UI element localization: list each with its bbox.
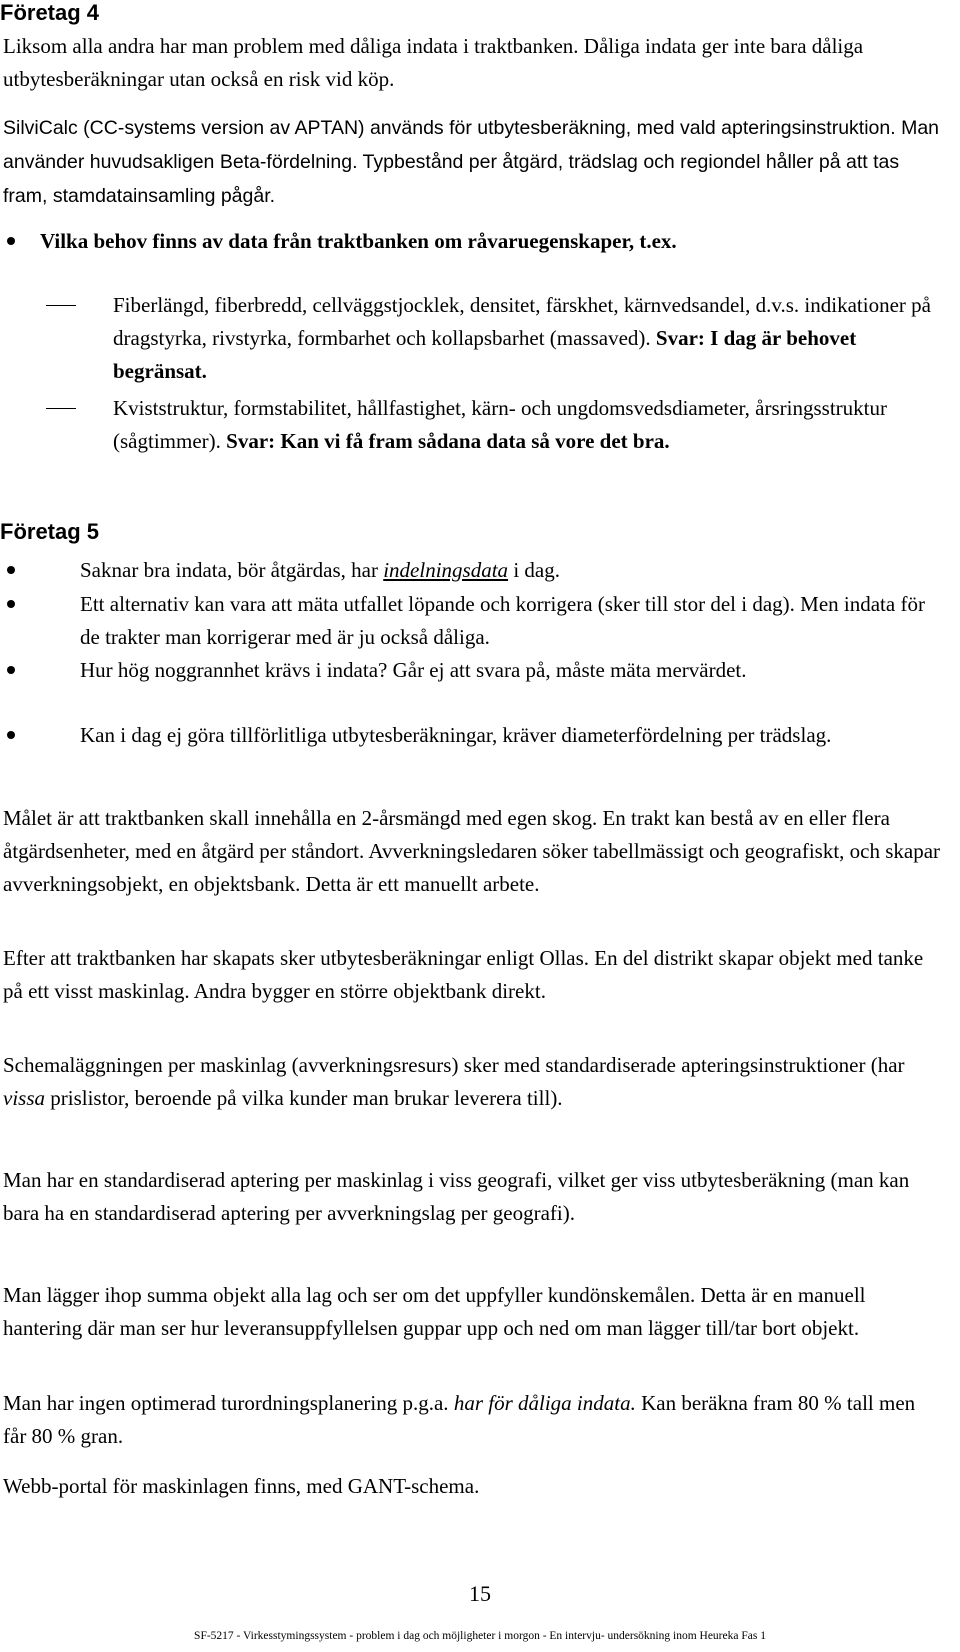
paragraph (3, 111, 943, 213)
paragraph: Man lägger ihop summa objekt alla lag och ser om det uppfyller kundönskemålen. Detta är en manuell hantering där man ser hur leveransuppfyllelsen guppar upp och ned om man lägger till/tar bort objekt. (3, 1283, 866, 1340)
bullet-question (40, 225, 930, 258)
sub-item (113, 392, 933, 458)
bullet-icon (3, 654, 19, 670)
paragraph-emphasis: vissa (3, 1086, 45, 1110)
bullet-item: Hur hög noggrannhet krävs i indata? Går ej att svara på, måste mäta mervärdet. (80, 658, 747, 682)
bullet-item: Kan i dag ej göra tillförlitliga utbytesberäkningar, kräver diameterfördelning per trädslag. (80, 723, 832, 747)
paragraph: Webb-portal för maskinlagen finns, med GANT-schema. (3, 1474, 480, 1498)
bullet-icon (3, 554, 19, 570)
page-number: 15 (469, 1581, 491, 1606)
dash-icon (46, 408, 76, 409)
paragraph-text: Schemaläggningen per maskinlag (avverkningsresurs) sker med standardiserade apteringsinstruktioner (har (3, 1053, 905, 1077)
sub-item (113, 289, 933, 388)
paragraph (3, 1387, 943, 1453)
bullet-item: Ett alternativ kan vara att mäta utfallet löpande och korrigera (sker till stor del i dag). Men indata för de trakter man korrigerar med är ju också dåliga. (80, 592, 925, 649)
sub-item-answer: Svar: Kan vi få fram sådana data så vore det bra. (226, 429, 670, 453)
bullet-text: Saknar bra indata, bör åtgärdas, har (80, 558, 378, 582)
paragraph: Målet är att traktbanken skall innehålla en 2-årsmängd med egen skog. En trakt kan bestå av en eller flera åtgärdsenheter, med en åtgärd per ståndort. Avverkningsledaren söker tabellmässigt och geografiskt, och skapar avverkningsobjekt, en objektsbank. Detta är ett manuellt arbete. (3, 806, 941, 896)
paragraph-text: Man har ingen optimerad turordningsplanering p.g.a. (3, 1391, 449, 1415)
paragraph: Liksom alla andra har man problem med dåliga indata i traktbanken. Dåliga indata ger inte bara dåliga utbytesberäkningar utan också en risk vid köp. (3, 34, 864, 91)
dash-icon (46, 305, 76, 306)
paragraph-text: SilviCalc (CC-systems version av APTAN) används för utbytesberäkning, med vald apteringsinstruktion. Man använder huvudsakligen Beta-fördelning. Typbestånd per åtgärd, trädslag och regiondel håller på att tas fram, stamdatainsamling pågår. (3, 117, 940, 207)
paragraph: Efter att traktbanken har skapats sker utbytesberäkningar enligt Ollas. En del distrikt skapar objekt med tanke på ett visst maskinlag. Andra bygger en större objektbank direkt. (3, 946, 924, 1003)
bullet-icon (3, 719, 19, 735)
paragraph-text: Kan beräkna fram 80 % tall men får 80 % gran. (3, 1391, 916, 1448)
bullet-emphasis: indelningsdata (383, 558, 509, 582)
bullet-text: i dag. (513, 558, 560, 582)
paragraph-emphasis: har för dåliga indata. (453, 1391, 636, 1415)
sub-item-text: Kviststruktur, formstabilitet, hållfastighet, kärn- och ungdomsvedsdiameter, årsringsstruktur (sågtimmer). (113, 396, 887, 453)
paragraph (3, 1049, 943, 1115)
sub-item-text: Fiberlängd, fiberbredd, cellväggstjocklek, densitet, färskhet, kärnvedsandel, d.v.s. indikationer på dragstyrka, rivstyrka, formbarhet och kollapsbarhet (massaved). (113, 293, 931, 350)
paragraph: Man har en standardiserad aptering per maskinlag i viss geografi, vilket ger viss utbytesberäkning (man kan bara ha en standardiserad aptering per avverkningslag per geografi). (3, 1168, 910, 1225)
sub-item-answer: Svar: I dag är behovet begränsat. (113, 326, 857, 383)
section-heading-foretag-4: Företag 4 (0, 0, 100, 25)
section-heading-foretag-5: Företag 5 (0, 519, 100, 544)
bullet-icon (3, 588, 19, 604)
page-footer: SF-5217 - Virkesstymingssystem - problem i dag och möjligheter i morgon - En intervju- undersökning inom Heureka Fas 1 (194, 1630, 766, 1642)
bullet-icon (3, 225, 19, 241)
paragraph-text: prislistor, beroende på vilka kunder man brukar leverera till). (50, 1086, 563, 1110)
question-text: Vilka behov finns av data från traktbanken om råvaruegenskaper, t.ex. (40, 229, 677, 253)
bullet-item (80, 554, 930, 587)
